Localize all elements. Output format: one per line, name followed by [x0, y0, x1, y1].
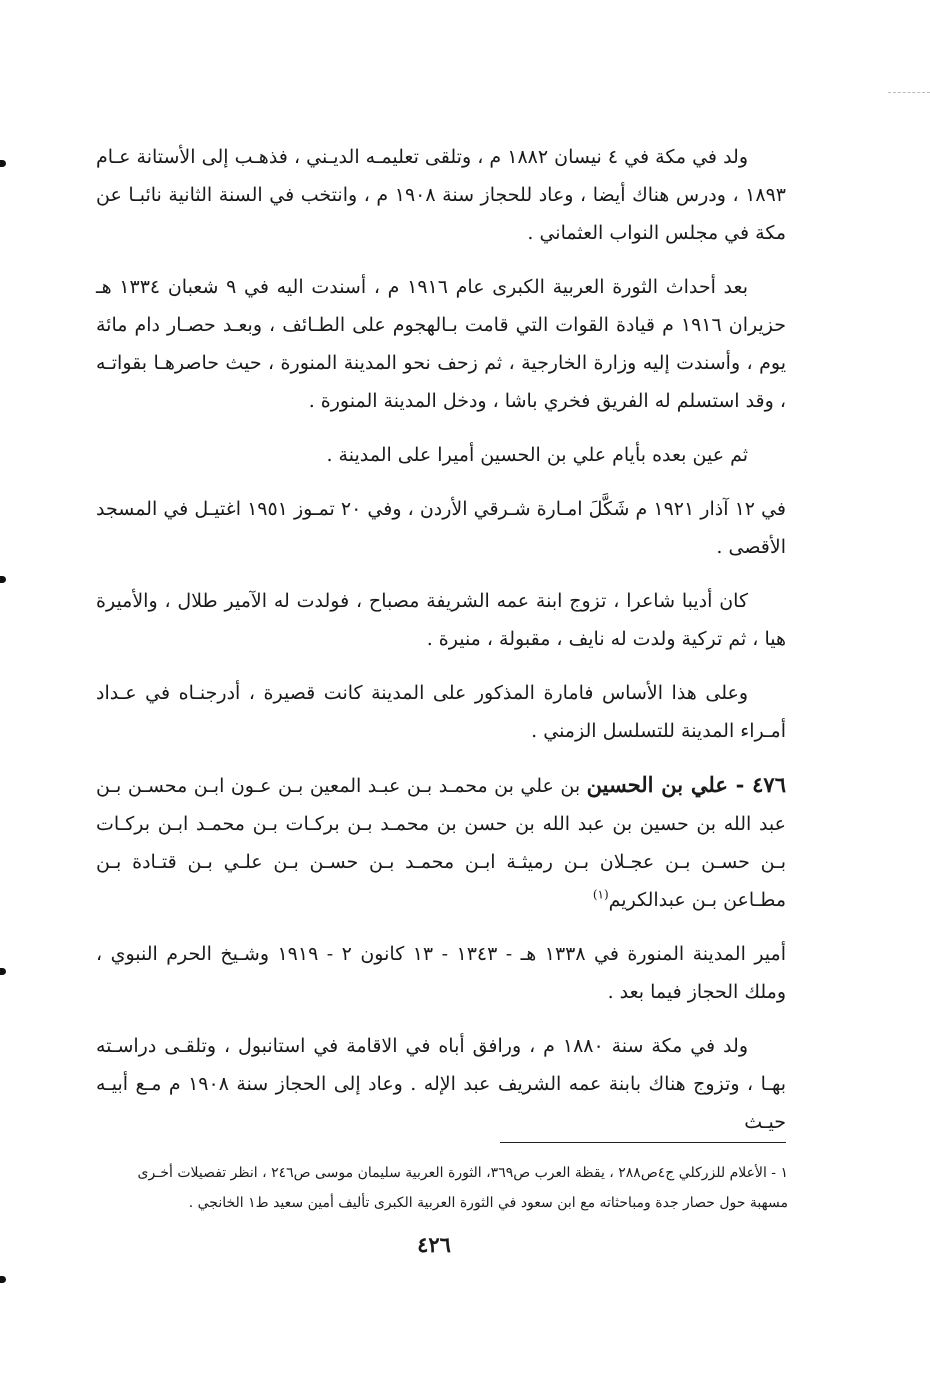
footnote-line: مسهبة حول حصار جدة ومباحثاته مع ابن سعود في الثورة العربية الكبرى تأليف أمين سعيد ط١ الخانجي .	[188, 1195, 788, 1211]
paragraph: ثم عين بعده بأيام علي بن الحسين أميرا على المدينة .	[326, 444, 748, 466]
paragraph: وعلى هذا الأساس فامارة المذكور على المدينة كانت قصيرة ، أدرجنـاه في عـداد أمـراء المدينة للتسلسل الزمني .	[96, 682, 786, 742]
footnote-reference: (١)	[592, 887, 609, 902]
entry-lineage: بن علي بن محمـد بـن عبـد المعين بـن عـون ابـن محسـن بـن عبد الله بن حسين بن عبد الله بن حسن بن محمـد بـن بركـات بـن محمـد ابـن بركـات بـن حسـن بـن عجـلان بـن رميثـة ابـن محمـد بـن حسـن بـن علـي بـن قتـادة بـن مطـاعن بـن عبدالكريم	[96, 775, 786, 911]
scan-artifact	[888, 92, 930, 93]
paragraph: في ١٢ آذار ١٩٢١ م شَكَّلَ امـارة شـرقي الأردن ، وفي ٢٠ تمـوز ١٩٥١ اغتيـل في المسجد الأقصى .	[96, 498, 786, 558]
paragraph: أمير المدينة المنورة في ١٣٣٨ هـ - ١٣٤٣ - ١٣ كانون ٢ - ١٩١٩ وشـيخ الحرم النبوي ، وملك الحجاز فيما بعد .	[96, 943, 786, 1003]
paragraph: بعد أحداث الثورة العربية الكبرى عام ١٩١٦ م ، أسندت اليه في ٩ شعبان ١٣٣٤ هـ حزيران ١٩١٦ م قيادة القوات التي قامت بـالهجوم على الطـائف ، وبعـد حصـار دام مائة يوم ، وأسندت إليه وزارة الخارجية ، ثم زحف نحو المدينة المنورة ، حيث حاصرهـا بقواتـه ، وقد استسلم له الفريق فخري باشا ، ودخل المدينة المنورة .	[96, 276, 786, 412]
footnote-line: ١ - الأعلام للزركلي ج٤ص٢٨٨ ، يقظة العرب ص٣٦٩، الثورة العربية سليمان موسى ص٢٤٦ ، انظر تفصيلات أخـرى	[137, 1165, 788, 1181]
biography-entry	[96, 766, 786, 919]
page-number: ٤٢٦	[417, 1232, 451, 1257]
body-text	[96, 138, 786, 1157]
paragraph: ولد في مكة في ٤ نيسان ١٨٨٢ م ، وتلقى تعليمـه الديـني ، فذهـب إلى الأستانة عـام ١٨٩٣ ، ودرس هناك أيضا ، وعاد للحجاز سنة ١٩٠٨ م ، وانتخب في السنة الثانية نائبـا عن مكة في مجلس النواب العثماني .	[96, 146, 786, 244]
paragraph: ولد في مكة سنة ١٨٨٠ م ، ورافق أباه في الاقامة في استانبول ، وتلقـى دراسـته بهـا ، وتزوج هناك بابنة عمه الشريف عبد الإله . وعاد إلى الحجاز سنة ١٩٠٨ م مـع أبيـه حيـث	[96, 1035, 787, 1133]
entry-title: ٤٧٦ - علي بن الحسين	[586, 772, 786, 797]
paragraph: كان أديبا شاعرا ، تزوج ابنة عمه الشريفة مصباح ، فولدت له الآمير طلال ، والأميرة هيا ، ثم تركية ولدت له نايف ، مقبولة ، منيرة .	[96, 590, 786, 650]
edge-mark	[0, 160, 6, 167]
footnote-divider	[500, 1142, 786, 1143]
footnotes	[96, 1158, 788, 1218]
edge-mark	[0, 1276, 6, 1283]
edge-mark	[0, 576, 6, 583]
edge-mark	[0, 968, 6, 975]
